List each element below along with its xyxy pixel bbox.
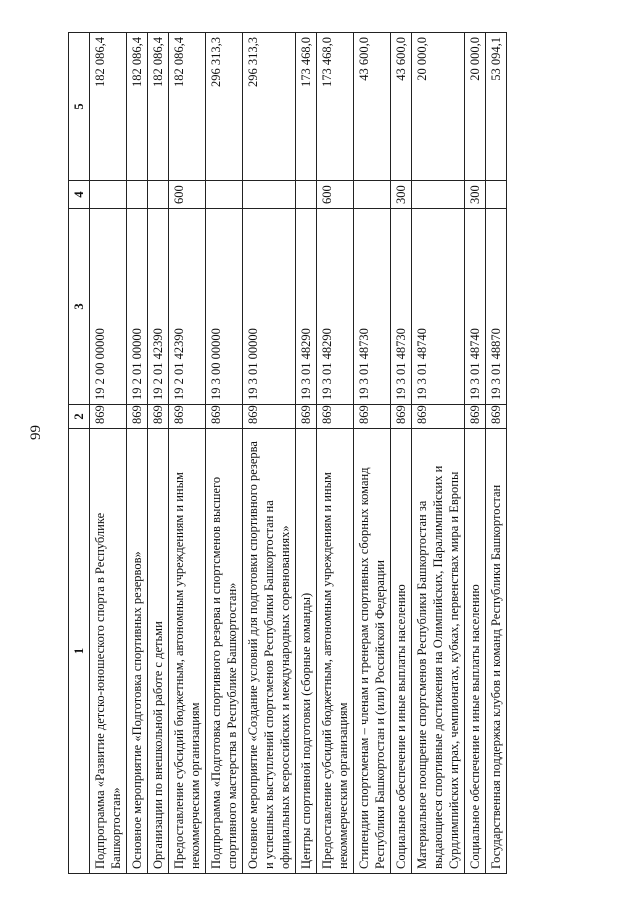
row-ministry-code: 869 [486,405,507,429]
row-target-code: 19 3 01 48730 [354,209,391,405]
page-number: 99 [28,425,44,440]
row-ministry-code: 869 [296,405,317,429]
row-name: Государственная поддержка клубов и команд Республики Башкортостан [486,429,507,874]
row-ministry-code: 869 [412,405,465,429]
header-row [69,33,90,874]
row-amount: 20 000,0 [465,33,486,181]
row-name: Предоставление субсидий бюджетным, автономным учреждениям и иным некоммерческим организациям [169,429,206,874]
row-name: Подпрограмма «Подготовка спортивного резерва и спортсменов высшего спортивного мастерства в Республике Башкортостан» [206,429,243,874]
row-ministry-code: 869 [243,405,296,429]
table-row [486,33,507,874]
table-row [206,33,243,874]
row-ministry-code: 869 [148,405,169,429]
row-amount: 43 600,0 [354,33,391,181]
rotated-page [68,33,568,874]
row-name: Социальное обеспечение и иные выплаты населению [391,429,412,874]
table-row [391,33,412,874]
row-amount: 173 468,0 [317,33,354,181]
row-target-code: 19 2 01 42390 [148,209,169,405]
row-name: Стипендии спортсменам – членам и тренерам спортивных сборных команд Республики Башкортостан и (или) Российской Федерации [354,429,391,874]
table-row [148,33,169,874]
header-col-5: 5 [69,33,90,181]
table-row [296,33,317,874]
row-expense-type: 600 [169,181,206,209]
header-col-1: 1 [69,429,90,874]
row-ministry-code: 869 [169,405,206,429]
row-target-code: 19 3 01 48870 [486,209,507,405]
row-expense-type [206,181,243,209]
row-amount: 182 086,4 [169,33,206,181]
row-target-code: 19 3 01 00000 [243,209,296,405]
row-name: Материальное поощрение спортсменов Республики Башкортостан за выдающиеся спортивные достижения на Олимпийских, Паралимпийских и Сурдлимпийских играх, чемпионатах, кубках, первенствах мира и Европы [412,429,465,874]
row-ministry-code: 869 [127,405,148,429]
row-expense-type [412,181,465,209]
table-row [354,33,391,874]
row-expense-type: 600 [317,181,354,209]
row-amount: 182 086,4 [148,33,169,181]
row-name: Предоставление субсидий бюджетным, автономным учреждениям и иным некоммерческим организациям [317,429,354,874]
table-row [412,33,465,874]
row-target-code: 19 2 00 00000 [90,209,127,405]
row-ministry-code: 869 [465,405,486,429]
row-amount: 182 086,4 [90,33,127,181]
row-amount: 173 468,0 [296,33,317,181]
budget-table [68,32,507,874]
row-expense-type [354,181,391,209]
row-ministry-code: 869 [317,405,354,429]
row-expense-type [90,181,127,209]
table-row [243,33,296,874]
header-col-2: 2 [69,405,90,429]
row-name: Подпрограмма «Развитие детско-юношеского спорта в Республике Башкортостан» [90,429,127,874]
row-name: Основное мероприятие «Подготовка спортивных резервов» [127,429,148,874]
table-row [127,33,148,874]
header-col-3: 3 [69,209,90,405]
row-name: Центры спортивной подготовки (сборные команды) [296,429,317,874]
row-target-code: 19 3 01 48290 [317,209,354,405]
table-row [90,33,127,874]
row-name: Основное мероприятие «Создание условий для подготовки спортивного резерва и успешных выступлений спортсменов Республики Башкортостан на официальных всероссийских и международных соревнованиях» [243,429,296,874]
row-target-code: 19 3 01 48740 [465,209,486,405]
row-target-code: 19 3 01 48730 [391,209,412,405]
row-ministry-code: 869 [90,405,127,429]
header-col-4: 4 [69,181,90,209]
row-target-code: 19 3 00 00000 [206,209,243,405]
row-target-code: 19 3 01 48290 [296,209,317,405]
row-expense-type: 300 [391,181,412,209]
row-target-code: 19 3 01 48740 [412,209,465,405]
row-ministry-code: 869 [206,405,243,429]
row-expense-type [243,181,296,209]
row-name: Социальное обеспечение и иные выплаты населению [465,429,486,874]
row-amount: 296 313,3 [243,33,296,181]
row-ministry-code: 869 [354,405,391,429]
row-expense-type [127,181,148,209]
table-row [169,33,206,874]
row-target-code: 19 2 01 00000 [127,209,148,405]
table-row [465,33,486,874]
row-expense-type [148,181,169,209]
row-expense-type [296,181,317,209]
row-amount: 53 094,1 [486,33,507,181]
row-amount: 296 313,3 [206,33,243,181]
row-amount: 20 000,0 [412,33,465,181]
row-name: Организации по внешкольной работе с детьми [148,429,169,874]
row-expense-type [486,181,507,209]
row-amount: 43 600,0 [391,33,412,181]
row-expense-type: 300 [465,181,486,209]
table-row [317,33,354,874]
row-ministry-code: 869 [391,405,412,429]
row-amount: 182 086,4 [127,33,148,181]
row-target-code: 19 2 01 42390 [169,209,206,405]
